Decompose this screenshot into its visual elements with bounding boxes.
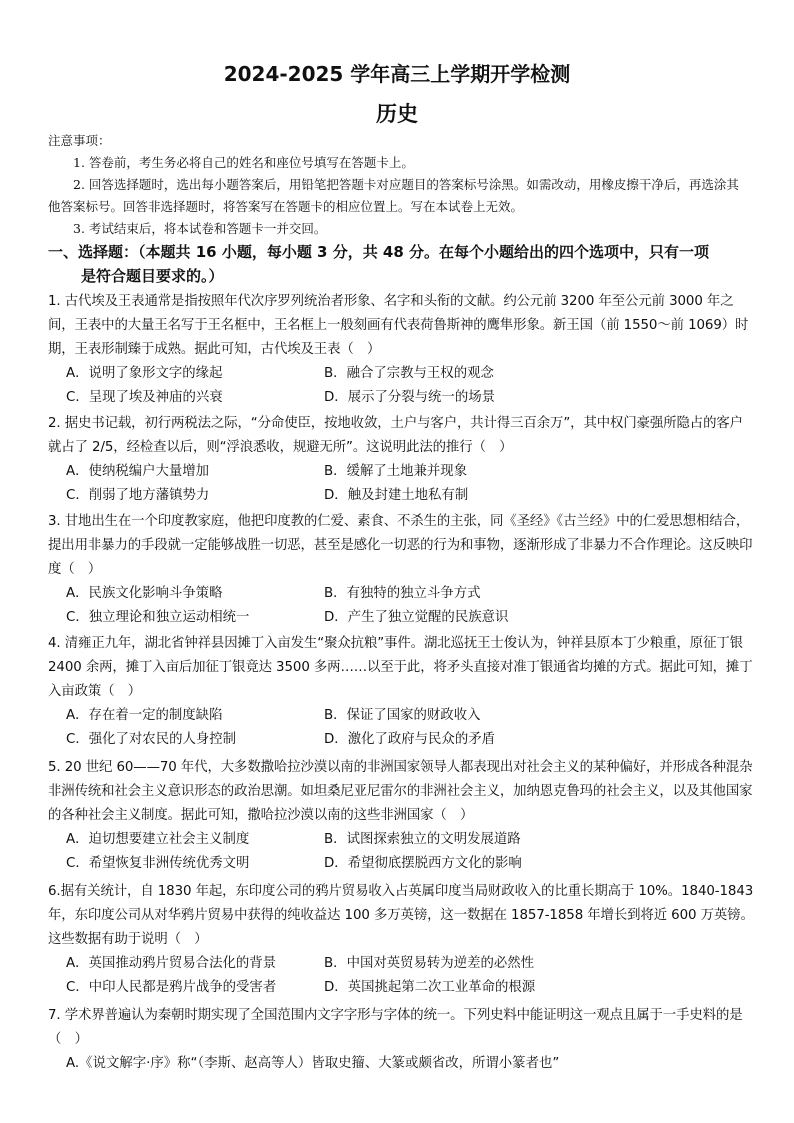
notice-block: [48, 130, 748, 240]
option-a: A．民族文化影响斗争策略: [66, 586, 223, 601]
section-heading-line1: 一、选择题：（本题共 16 小题，每小题 3 分，共 48 分。在每个小题给出的四个选项中，只有一项: [48, 243, 710, 261]
option-a: A.《说文解字·序》称“（李斯、赵高等人）皆取史籀、大篆或颇省改，所谓小篆者也”: [66, 1056, 560, 1071]
question-stem: 7. 学术界普遍认为秦朝时期实现了全国范围内文字字形与字体的统一。下列史料中能证明这一观点且属于一手史料的是（ ）: [48, 1008, 743, 1047]
notice-item: 2. 回答选择题时，选出每小题答案后，用铅笔把答题卡对应题目的答案标号涂黑。如需改动，用橡皮擦干净后，再选涂其他答案标号。回答非选择题时，将答案写在答题卡的相应位置上。写在本试卷上无效。: [48, 177, 739, 214]
question-options: [48, 704, 756, 752]
option-d: D．激化了政府与民众的矛盾: [324, 732, 495, 747]
option-b: B．试图探索独立的文明发展道路: [324, 832, 521, 847]
question-7: [48, 1004, 756, 1076]
option-a: A．使纳税编户大量增加: [66, 464, 210, 479]
option-b: B．保证了国家的财政收入: [324, 708, 481, 723]
option-c: C．削弱了地方藩镇势力: [66, 488, 210, 503]
notice-label: 注意事项：: [48, 133, 111, 148]
notice-item: 1. 答卷前，考生务必将自己的姓名和座位号填写在答题卡上。: [73, 155, 414, 170]
question-stem: 5. 20 世纪 60——70 年代，大多数撒哈拉沙漠以南的非洲国家领导人都表现出对社会主义的某种偏好，并形成各种混杂非洲传统和社会主义意识形态的政治思潮。如坦桑尼亚尼雷尔的非洲社会主义，加纳恩克鲁玛的社会主义，以及其他国家的各种社会主义制度。据此可知，撒哈拉沙漠以南的这些非洲国家（ ）: [48, 760, 753, 823]
question-stem: 4. 清雍正九年，湖北省钟祥县因摊丁入亩发生“聚众抗粮”事件。湖北巡抚王士俊认为，钟祥县原本丁少粮重，原征丁银 2400 余两，摊丁入亩后加征丁银竟达 3500 多两……以至于此，将矛头直接对准丁银通省均摊的方式。据此可知，摊丁入亩政策（ ）: [48, 636, 753, 699]
option-c: C．希望恢复非洲传统优秀文明: [66, 856, 250, 871]
option-b: B．缓解了土地兼并现象: [324, 464, 468, 479]
section-heading-line2: 是符合题目要求的。）: [81, 267, 224, 285]
question-options: [48, 582, 756, 630]
question-6: [48, 880, 756, 1000]
question-1: [48, 290, 756, 410]
option-d: D．希望彻底摆脱西方文化的影响: [324, 856, 522, 871]
subject-title: 历史: [376, 102, 418, 126]
question-4: [48, 632, 756, 752]
question-options: [48, 362, 756, 410]
question-5: [48, 756, 756, 876]
option-a: A．说明了象形文字的缘起: [66, 366, 223, 381]
option-b: B．中国对英贸易转为逆差的必然性: [324, 956, 535, 971]
question-options: [48, 828, 756, 876]
question-stem: 6.据有关统计，自 1830 年起，东印度公司的鸦片贸易收入占英属印度当局财政收入的比重长期高于 10%。1840-1843 年，东印度公司从对华鸦片贸易中获得的纯收益达 100 多万英镑，这一数据在 1857-1858 年增长到将近 600 万英镑。这些数据有助于说明（ ）: [48, 884, 754, 947]
section-heading: [48, 240, 756, 288]
question-stem: 3. 甘地出生在一个印度教家庭，他把印度教的仁爱、素食、不杀生的主张，同《圣经》《古兰经》中的仁爱思想相结合，提出用非暴力的手段就一定能够战胜一切恶，甚至是感化一切恶的行为和事物，逐渐形成了非暴力不合作理论。这反映印度（ ）: [48, 514, 753, 577]
option-d: D．触及封建土地私有制: [324, 488, 469, 503]
option-a: A．英国推动鸦片贸易合法化的背景: [66, 956, 277, 971]
option-d: D．产生了独立觉醒的民族意识: [324, 610, 509, 625]
question-options: [48, 952, 756, 1000]
option-a: A．存在着一定的制度缺陷: [66, 708, 223, 723]
question-stem: 1. 古代埃及王表通常是指按照年代次序罗列统治者形象、名字和头衔的文献。约公元前 3200 年至公元前 3000 年之间，王表中的大量王名写于王名框中，王名框上一般刻画有代表荷鲁斯神的鹰隼形象。新王国（前 1550～前 1069）时期，王表形制臻于成熟。据此可知，古代埃及王表（ ）: [48, 294, 749, 357]
question-2: [48, 412, 756, 508]
option-b: B．融合了宗教与王权的观念: [324, 366, 494, 381]
exam-title: 2024-2025 学年高三上学期开学检测: [223, 62, 571, 86]
option-d: D．英国挑起第二次工业革命的根源: [324, 980, 536, 995]
question-options: [48, 460, 756, 508]
option-c: C．独立理论和独立运动相统一: [66, 610, 250, 625]
option-d: D．展示了分裂与统一的场景: [324, 390, 495, 405]
option-b: B．有独特的独立斗争方式: [324, 586, 481, 601]
question-3: [48, 510, 756, 630]
notice-item: 3. 考试结束后，将本试卷和答题卡一并交回。: [73, 221, 327, 236]
option-c: C．中印人民都是鸦片战争的受害者: [66, 980, 277, 995]
option-c: C．呈现了埃及神庙的兴衰: [66, 390, 223, 405]
option-a: A．迫切想要建立社会主义制度: [66, 832, 250, 847]
option-c: C．强化了对农民的人身控制: [66, 732, 237, 747]
question-stem: 2. 据史书记载，初行两税法之际，“分命使臣，按地收敛，土户与客户，共计得三百余万”，其中权门豪强所隐占的客户就占了 2/5，经检查以后，则“浮浪悉收，规避无所”。这说明此法的推行（ ）: [48, 416, 743, 455]
